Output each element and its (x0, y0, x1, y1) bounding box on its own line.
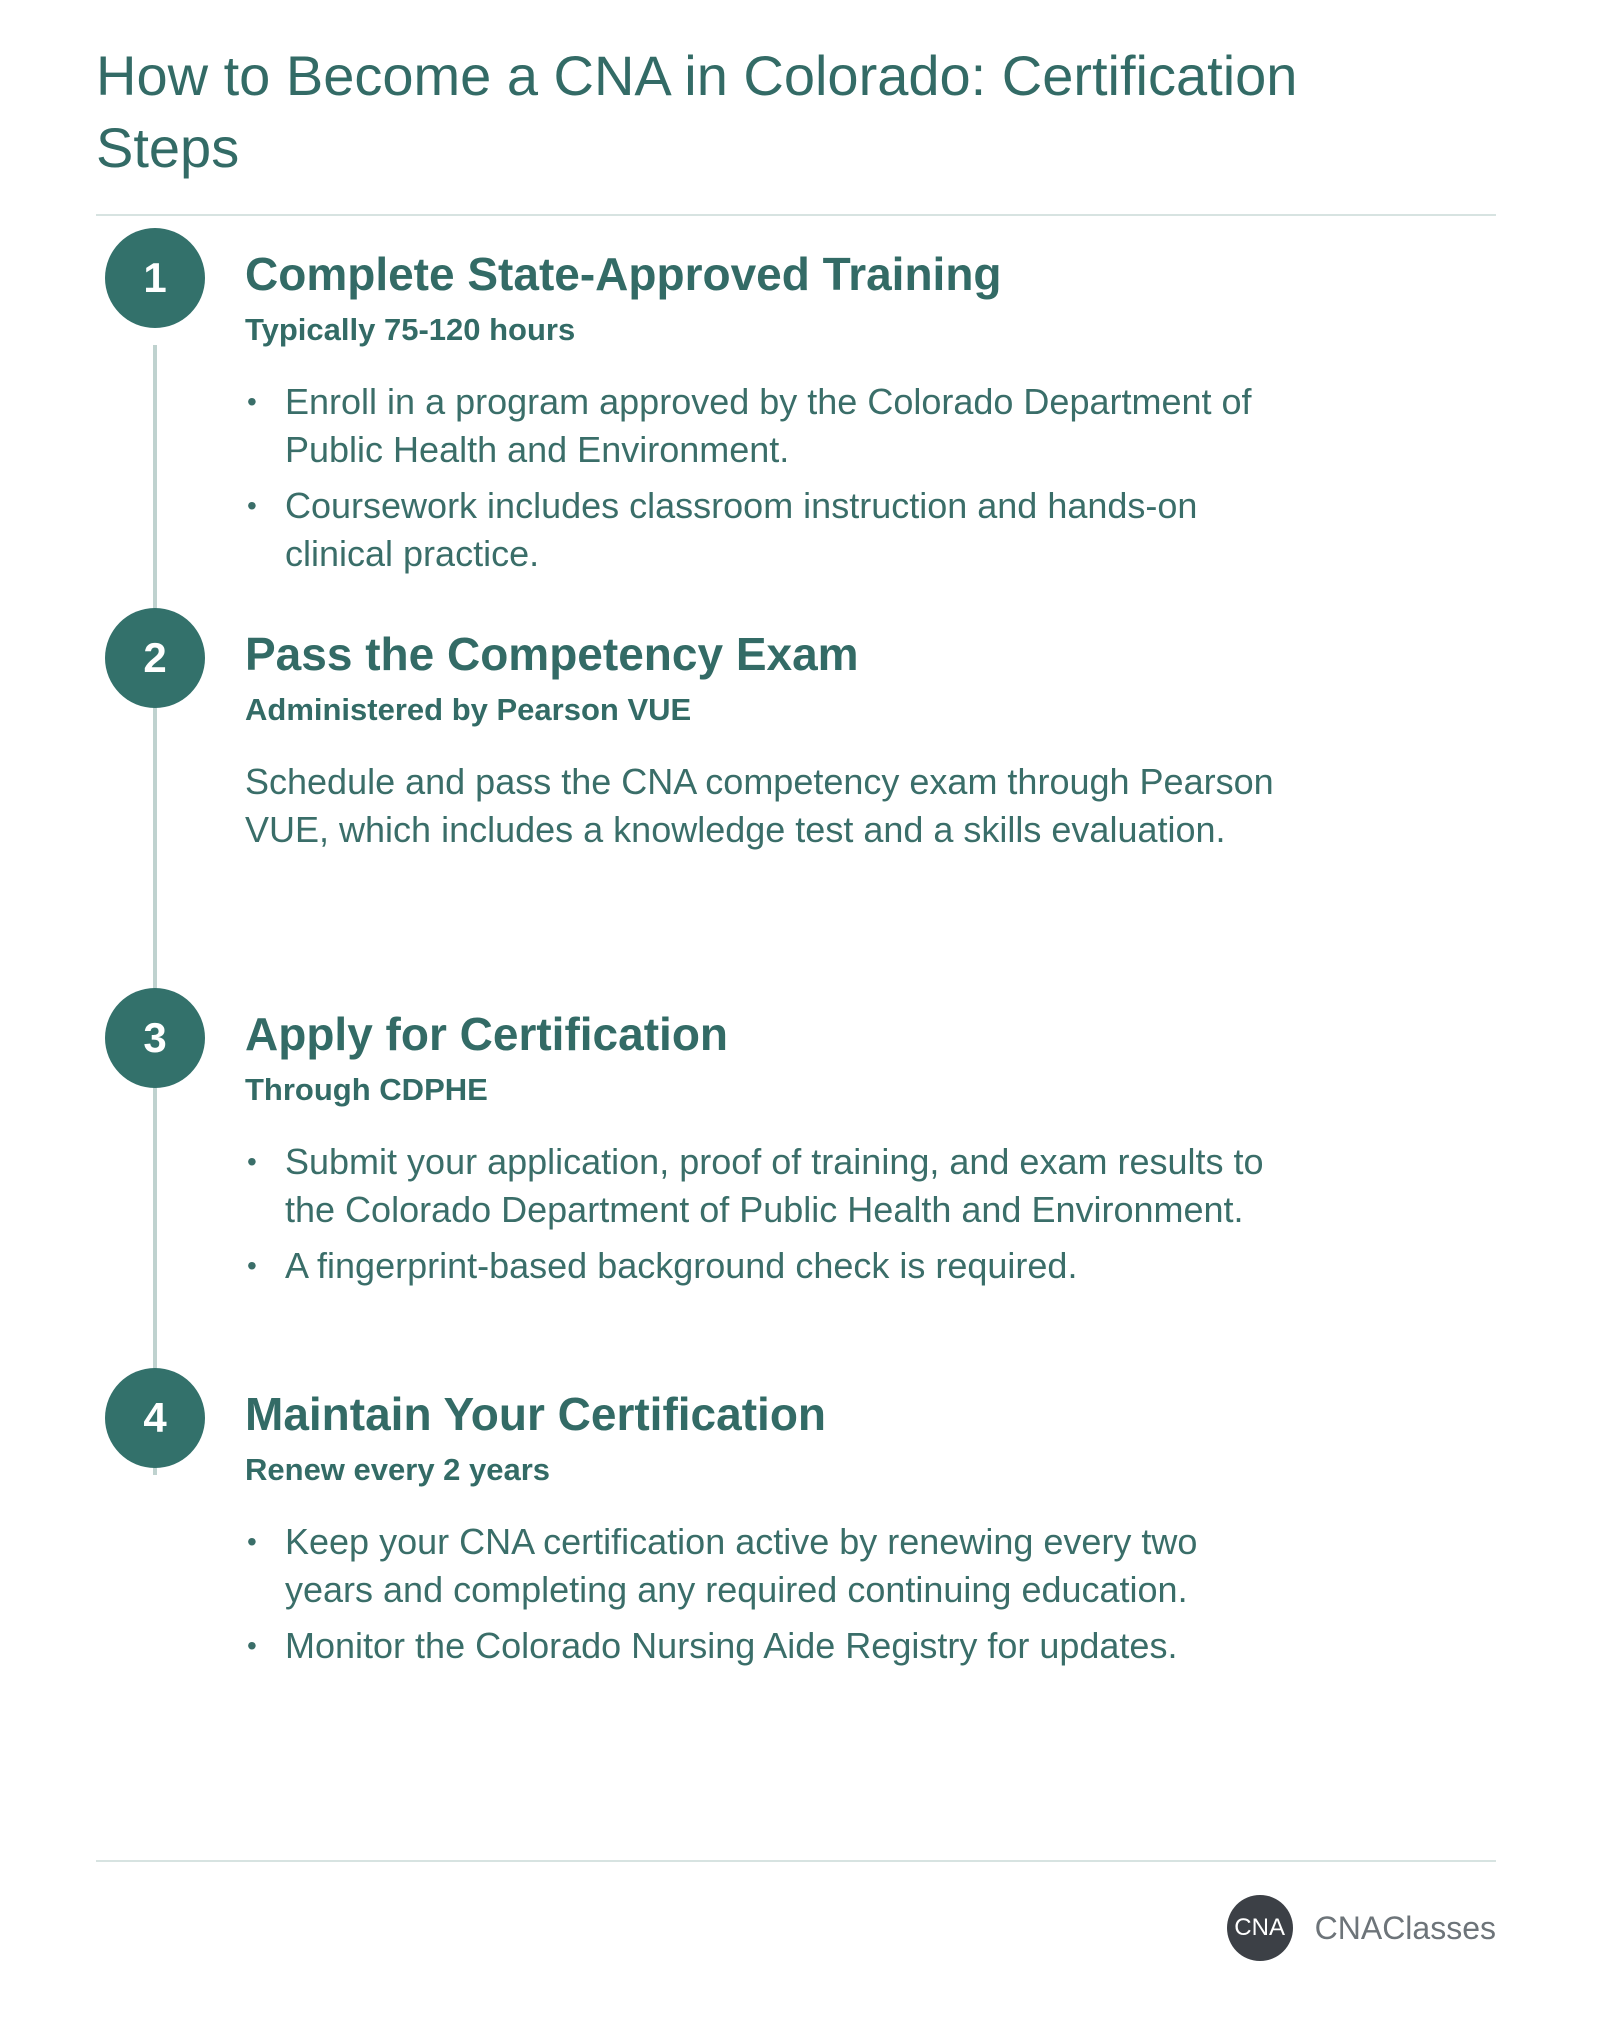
bullet-dot-icon: • (247, 1146, 257, 1177)
step-number-badge: 2 (105, 608, 205, 708)
list-item (245, 1622, 1285, 1670)
list-item-text: Keep your CNA certification active by renewing every two years and completing any required continuing education. (285, 1521, 1198, 1610)
step-subtitle: Through CDPHE (245, 1072, 488, 1107)
bullet-dot-icon: • (247, 1526, 257, 1557)
bullet-dot-icon: • (247, 386, 257, 417)
list-item-text: Submit your application, proof of training, and exam results to the Colorado Department of Public Health and Environment. (285, 1141, 1264, 1230)
list-item (245, 1242, 1275, 1290)
brand-logo (1227, 1895, 1496, 1961)
step-title: Pass the Competency Exam (245, 628, 859, 680)
brand-name: CNAClasses (1314, 1909, 1496, 1946)
step-subtitle: Administered by Pearson VUE (245, 692, 692, 727)
list-item-text: A fingerprint-based background check is required. (285, 1245, 1078, 1286)
cna-logo-icon: CNA (1227, 1895, 1293, 1961)
step-subtitle: Renew every 2 years (245, 1452, 551, 1487)
page-title: How to Become a CNA in Colorado: Certification Steps (96, 44, 1298, 179)
step-title: Apply for Certification (245, 1008, 729, 1060)
step-title: Maintain Your Certification (245, 1388, 827, 1440)
list-item-text: Enroll in a program approved by the Colorado Department of Public Health and Environment. (285, 381, 1252, 470)
header-divider (96, 214, 1496, 216)
step-bullet-list (245, 378, 1285, 586)
step-title: Complete State-Approved Training (245, 248, 1002, 300)
step-number-badge: 4 (105, 1368, 205, 1468)
step-subtitle: Typically 75-120 hours (245, 312, 576, 347)
step-number-badge: 1 (105, 228, 205, 328)
footer-divider (96, 1860, 1496, 1862)
list-item (245, 1518, 1285, 1614)
step-description: Schedule and pass the CNA competency exam through Pearson VUE, which includes a knowledge test and a skills evaluation. (245, 761, 1274, 850)
bullet-dot-icon: • (247, 1630, 257, 1661)
list-item (245, 1138, 1275, 1234)
step-bullet-list (245, 1138, 1275, 1298)
bullet-dot-icon: • (247, 490, 257, 521)
list-item (245, 482, 1285, 578)
step-bullet-list (245, 1518, 1285, 1678)
step-number-badge: 3 (105, 988, 205, 1088)
timeline-line (153, 345, 157, 1475)
list-item (245, 378, 1285, 474)
list-item-text: Coursework includes classroom instruction and hands-on clinical practice. (285, 485, 1198, 574)
list-item-text: Monitor the Colorado Nursing Aide Registry for updates. (285, 1625, 1178, 1666)
bullet-dot-icon: • (247, 1250, 257, 1281)
